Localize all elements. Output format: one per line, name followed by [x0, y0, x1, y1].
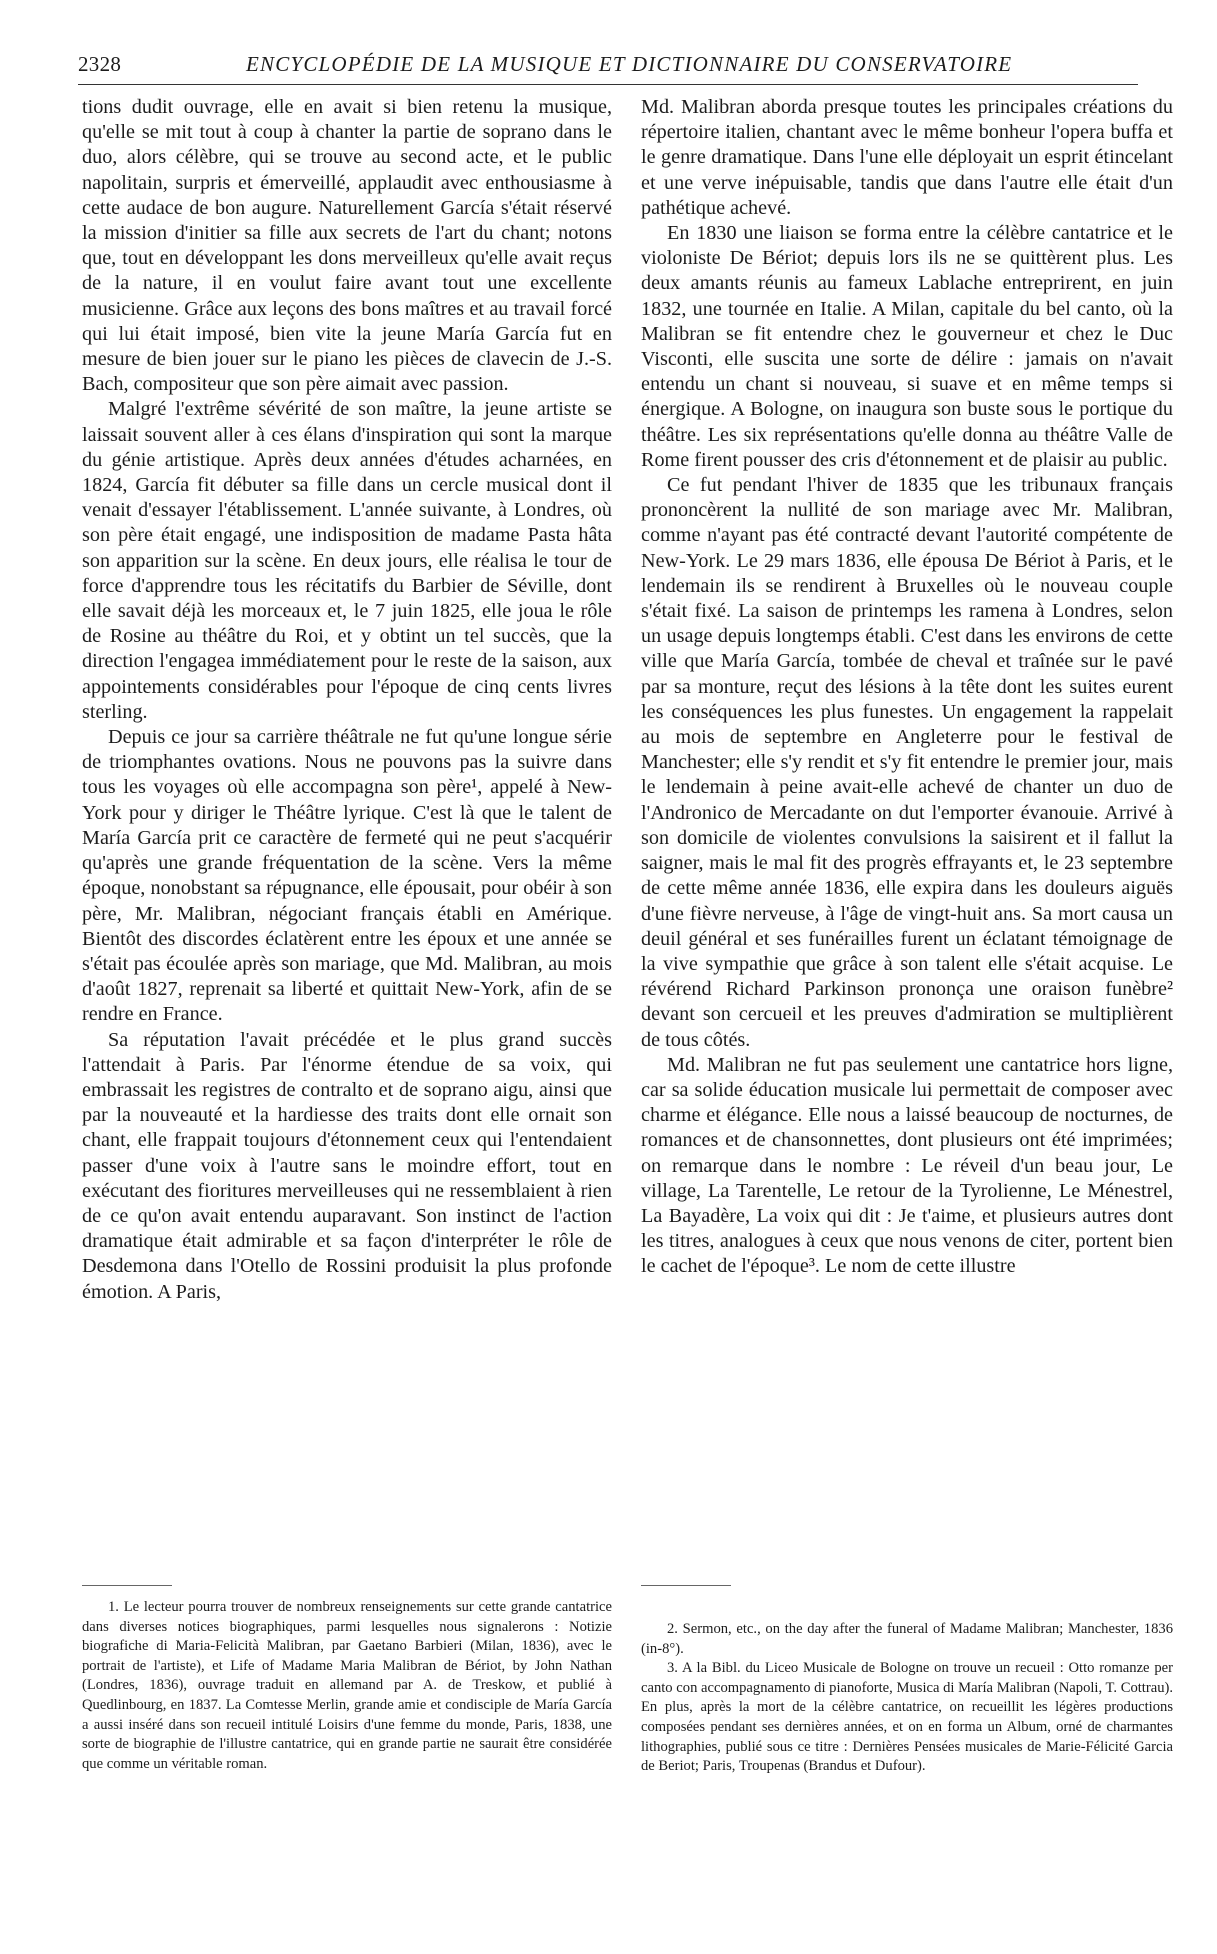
footnote-2: 2. Sermon, etc., on the day after the funeral of Madame Malibran; Manchester, 1836 (in-8°).	[641, 1621, 1173, 1657]
footnote-3: 3. A la Bibl. du Liceo Musicale de Bologne on trouve un recueil : Otto romanze per canto con accompagnamento di pianoforte, Musica di María Malibran (Napoli, T. Cottrau). En plus, après la mort de la célèbre cantatrice, on recueillit les légères productions composées pendant ses dernières années, et on en forma un Album, orné de charmantes lithographies, publié sous ce titre : Dernières Pensées musicales de Marie-Félicité Garcia de Beriot; Paris, Troupenas (Brandus et Dufour).	[641, 1660, 1173, 1775]
page-number: 2328	[78, 52, 122, 76]
footnote-1: 1. Le lecteur pourra trouver de nombreux renseignements sur cette grande cantatrice dans diverses notices biographiques, parmi lesquelles nous signalerons : Notizie biografiche di Maria-Felicità Malibran, par Gaetano Barbieri (Milan, 1836), avec le portrait de l'artiste), et Life of Madame Maria Malibran de Bériot, by John Nathan (Londres, 1836), ouvrage traduit en allemand par A. de Treskow, et publié à Quedlinbourg, en 1837. La Comtesse Merlin, grande amie et condisciple de María García a aussi inséré dans son recueil intitulé Loisirs d'une femme du monde, Paris, 1838, une sorte de biographie de l'illustre cantatrice, qui en grande partie ne saurait être considérée que comme un véritable roman.	[82, 1599, 612, 1772]
footnotes-right	[641, 1620, 1173, 1777]
right-paragraph-4: Md. Malibran ne fut pas seulement une cantatrice hors ligne, car sa solide éducation musicale lui permettait de composer avec charme et élégance. Elle nous a laissé beaucoup de nocturnes, de romances et de chansonnettes, dont plusieurs ont été imprimées; on remarque dans le nombre : Le réveil d'un beau jour, Le village, La Tarentelle, Le retour de la Tyrolienne, Le Ménestrel, La Bayadère, La voix qui dit : Je t'aime, et plusieurs autres dont les titres, analogues à ceux que nous venons de citer, portent bien le cachet de l'époque³. Le nom de cette illustre	[641, 1053, 1173, 1278]
left-paragraph-3: Depuis ce jour sa carrière théâtrale ne fut qu'une longue série de triomphantes ovations. Nous ne pouvons pas la suivre dans tous les voyages où elle accompagna son père¹, appelé à New-York pour y diriger le Théâtre lyrique. C'est là que le talent de María García prit ce caractère de fermeté qui ne peut s'acquérir qu'après une grande fréquentation de la scène. Vers la même époque, nonobstant sa répugnance, elle épousait, pour obéir à son père, Mr. Malibran, négociant français établi en Amérique. Bientôt des discordes éclatèrent entre les époux et une année se s'était pas écoulée après son mariage, que Md. Malibran, au mois d'août 1827, reprenait sa liberté et quittait New-York, afin de se rendre en France.	[82, 726, 612, 1026]
right-paragraph-1: Md. Malibran aborda presque toutes les principales créations du répertoire italien, chantant avec le même bonheur l'opera buffa et le genre dramatique. Dans l'une elle déployait un esprit étincelant et une verve inépuisable, tandis que dans l'autre elle était d'un pathétique achevé.	[641, 96, 1173, 219]
left-paragraph-2: Malgré l'extrême sévérité de son maître, la jeune artiste se laissait souvent aller à ces élans d'inspiration qui sont la marque du génie artistique. Après deux années d'études acharnées, en 1824, García fit débuter sa fille dans un cercle musical dont il venait d'essayer l'établissement. L'année suivante, à Londres, où son père était engagé, une indisposition de madame Pasta hâta son apparition sur la scène. En deux jours, elle réalisa le tour de force d'apprendre tous les récitatifs du Barbier de Séville, dont elle savait déjà les morceaux et, le 7 juin 1825, elle joua le rôle de Rosine au théâtre du Roi, et y obtint un tel succès, que la direction l'engagea immédiatement pour le reste de la saison, aux appointements considérables pour l'époque de cinq cents livres sterling.	[82, 398, 612, 723]
right-paragraph-2: En 1830 une liaison se forma entre la célèbre cantatrice et le violoniste De Bériot; depuis lors ils ne se quittèrent plus. Les deux amants réunis au fameux Lablache entreprirent, en juin 1832, une tournée en Italie. A Milan, capitale du bel canto, où la Malibran se fit entendre chez le gouverneur et chez le Duc Visconti, elle suscita une sorte de délire : jamais on n'avait entendu un chant si nouveau, si suave et en même temps si énergique. A Bologne, on inaugura son buste sous le portique du théâtre. Les six représentations qu'elle donna au théâtre Valle de Rome firent pousser des cris d'étonnement et de plaisir au public.	[641, 222, 1173, 471]
right-paragraph-3: Ce fut pendant l'hiver de 1835 que les tribunaux français prononcèrent la nullité de son mariage avec Mr. Malibran, comme n'ayant pas été contracté devant l'autorité compétente de New-York. Le 29 mars 1836, elle épousa De Bériot à Paris, et le lendemain ils se rendirent à Bruxelles où le nouveau couple s'était fixé. La saison de printemps les ramena à Londres, selon un usage depuis longtemps établi. C'est dans les environs de cette ville que María García, tombée de cheval et traînée sur le pavé par sa monture, reçut des lésions à la tête dont les suites eurent les conséquences les plus funestes. Un engagement la rappelait au mois de septembre en Angleterre pour le festival de Manchester; elle s'y rendit et s'y fit entendre le premier jour, mais le lendemain à peine avait-elle achevé de chanter un duo de l'Andronico de Mercadante on dut l'emporter évanouie. Arrivé à son domicile de violentes convulsions la saisirent et il fallut la saigner, mais le mal fit des progrès effrayants et, le 23 septembre de cette même année 1836, elle expira dans les douleurs aiguës d'une fièvre nerveuse, à l'âge de vingt-huit ans. Sa mort causa un deuil général et ses funérailles furent un éclatant témoignage de la vive sympathie que grâce à son talent elle s'était acquise. Le révérend Richard Parkinson prononça une oraison funèbre² devant son cercueil et les preuves d'admiration se multiplièrent de tous côtés.	[641, 474, 1173, 1051]
footnote-rule-left	[82, 1585, 172, 1586]
running-title: ENCYCLOPÉDIE DE LA MUSIQUE ET DICTIONNAIRE DU CONSERVATOIRE	[246, 52, 1013, 76]
left-paragraph-1: tions dudit ouvrage, elle en avait si bien retenu la musique, qu'elle se mit tout à coup à chanter la partie de soprano dans le duo, alors célèbre, qui se trouve au second acte, et le public napolitain, surpris et émerveillé, applaudit avec enthousiasme à cette audace de bon augure. Naturellement García s'était réservé la mission d'initier sa fille aux secrets de l'art du chant; notons que, tout en développant les dons merveilleux qu'elle avait reçus de la nature, il en voulut faire avant tout une excellente musicienne. Grâce aux leçons des bons maîtres et au travail forcé qui lui était imposé, bien vite la jeune María García fut en mesure de bien jouer sur le piano les pièces de clavecin de J.-S. Bach, compositeur que son père aimait avec passion.	[82, 96, 612, 396]
running-header	[78, 52, 1138, 82]
right-column	[641, 95, 1173, 1280]
left-column	[82, 95, 612, 1305]
footnotes-left	[82, 1598, 612, 1774]
header-rule	[78, 84, 1138, 85]
left-paragraph-4: Sa réputation l'avait précédée et le plus grand succès l'attendait à Paris. Par l'énorme étendue de sa voix, qui embrassait les registres de contralto et de soprano aigu, ainsi que par la nouveauté et la hardiesse des traits dont elle ornait son chant, elle frappait toujours d'étonnement ceux qui l'entendaient passer d'une voix à l'autre sans le moindre effort, tout en exécutant des fioritures merveilleuses qui ne ressemblaient à rien de ce qu'on avait entendu auparavant. Son instinct de l'action dramatique était admirable et sa façon d'interpréter le rôle de Desdemona dans l'Otello de Rossini produisit la plus profonde émotion. A Paris,	[82, 1028, 612, 1303]
footnote-rule-right	[641, 1585, 731, 1586]
